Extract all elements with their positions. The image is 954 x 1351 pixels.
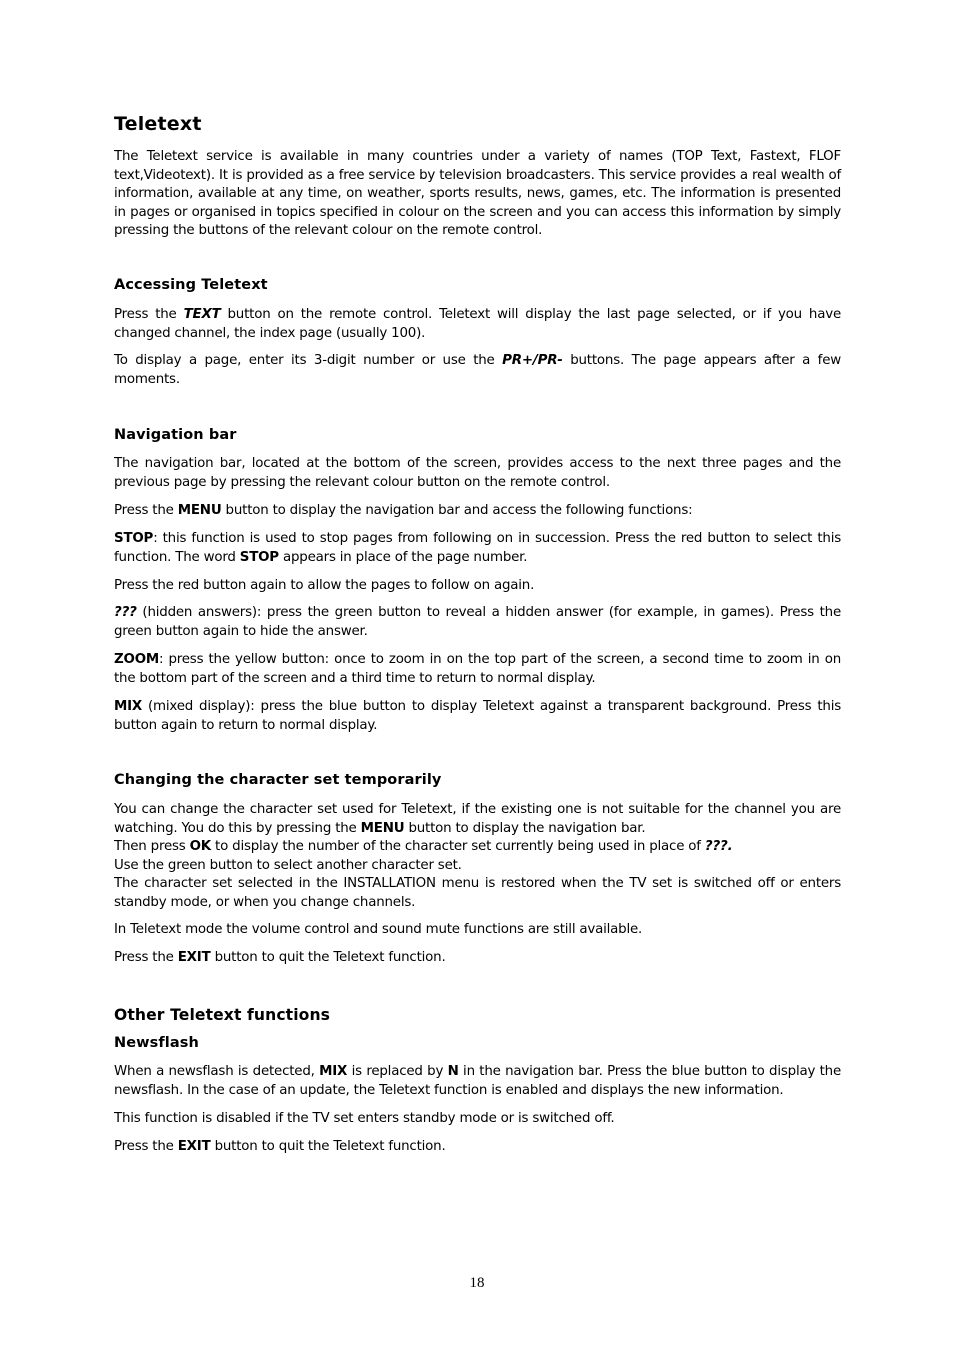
exit-key-label: EXIT: [177, 950, 211, 965]
accessing-heading: Accessing Teletext: [114, 277, 268, 293]
charset-heading: Changing the character set temporarily: [114, 772, 442, 788]
intro-paragraph: The Teletext service is available in many countries under a variety of names (TOP Text, Fastext, FLOF text,Videotext). It is provided as a free service by television broadcasters. This service provides a real wealth of information, available at any time, on weather, sports results, news, games, etc. The information is presented in pages or organised in topics specified in colour on the screen and you can access this information by simply pressing the buttons of the relevant colour on the remote control.: [114, 149, 841, 238]
document-page: [114, 0, 841, 1351]
zoom-paragraph: ZOOM: press the yellow button: once to zoom in on the top part of the screen, a second time to zoom in on the bottom part of the screen and a third time to return to normal display.: [114, 652, 841, 686]
navigation-paragraph-2: Press the MENU button to display the navigation bar and access the following functions:: [114, 503, 693, 518]
pr-key-label: PR+/PR-: [502, 353, 563, 368]
menu-key-label: MENU: [177, 503, 222, 518]
other-functions-heading: Other Teletext functions: [114, 1006, 331, 1024]
stop-key-label: STOP: [114, 531, 154, 546]
page-title: Teletext: [114, 113, 202, 135]
newsflash-paragraph: When a newsflash is detected, MIX is replaced by N in the navigation bar. Press the blue button to display the newsflash. In the case of an update, the Teletext function is enabled and displays the new information.: [114, 1064, 841, 1098]
navigation-heading: Navigation bar: [114, 427, 237, 443]
red-button-paragraph: Press the red button again to allow the pages to follow on again.: [114, 578, 535, 593]
text-key-label: TEXT: [183, 307, 221, 322]
hidden-key-label: ???: [114, 605, 137, 620]
mix-key-label: MIX: [114, 699, 143, 714]
page-number: 18: [469, 1275, 485, 1291]
standby-paragraph: This function is disabled if the TV set enters standby mode or is switched off.: [114, 1111, 615, 1126]
newsflash-heading: Newsflash: [114, 1035, 199, 1051]
stop-paragraph: STOP: this function is used to stop pages from following on in succession. Press the red button to select this function. The word STOP appears in place of the page number.: [114, 531, 841, 565]
zoom-key-label: ZOOM: [114, 652, 160, 667]
mix-paragraph: MIX (mixed display): press the blue button to display Teletext against a transparent background. Press this button again to return to normal display.: [114, 699, 841, 733]
exit-paragraph-2: Press the EXIT button to quit the Teletext function.: [114, 1139, 446, 1154]
hidden-answers-paragraph: ??? (hidden answers): press the green button to reveal a hidden answer (for example, in games). Press the green button again to hide the answer.: [114, 605, 841, 639]
mute-paragraph: In Teletext mode the volume control and sound mute functions are still available.: [114, 922, 643, 937]
exit-paragraph-1: Press the EXIT button to quit the Teletext function.: [114, 950, 446, 965]
accessing-paragraph-2: To display a page, enter its 3-digit number or use the PR+/PR- buttons. The page appears after a few moments.: [114, 353, 841, 387]
charset-paragraph: You can change the character set used for Teletext, if the existing one is not suitable for the channel you are watching. You do this by pressing the MENU button to display the navigation bar. Then press OK to display the number of the character set currently being used in place of ???. Use the green button to select another character set. The character set selected in the INSTALLATION menu is restored when the TV set is switched off or enters standby mode, or when you change channels.: [114, 802, 841, 910]
accessing-paragraph-1: Press the TEXT button on the remote control. Teletext will display the last page selected, or if you have changed channel, the index page (usually 100).: [114, 307, 841, 341]
navigation-paragraph-1: The navigation bar, located at the bottom of the screen, provides access to the next three pages and the previous page by pressing the relevant colour button on the remote control.: [114, 456, 841, 490]
